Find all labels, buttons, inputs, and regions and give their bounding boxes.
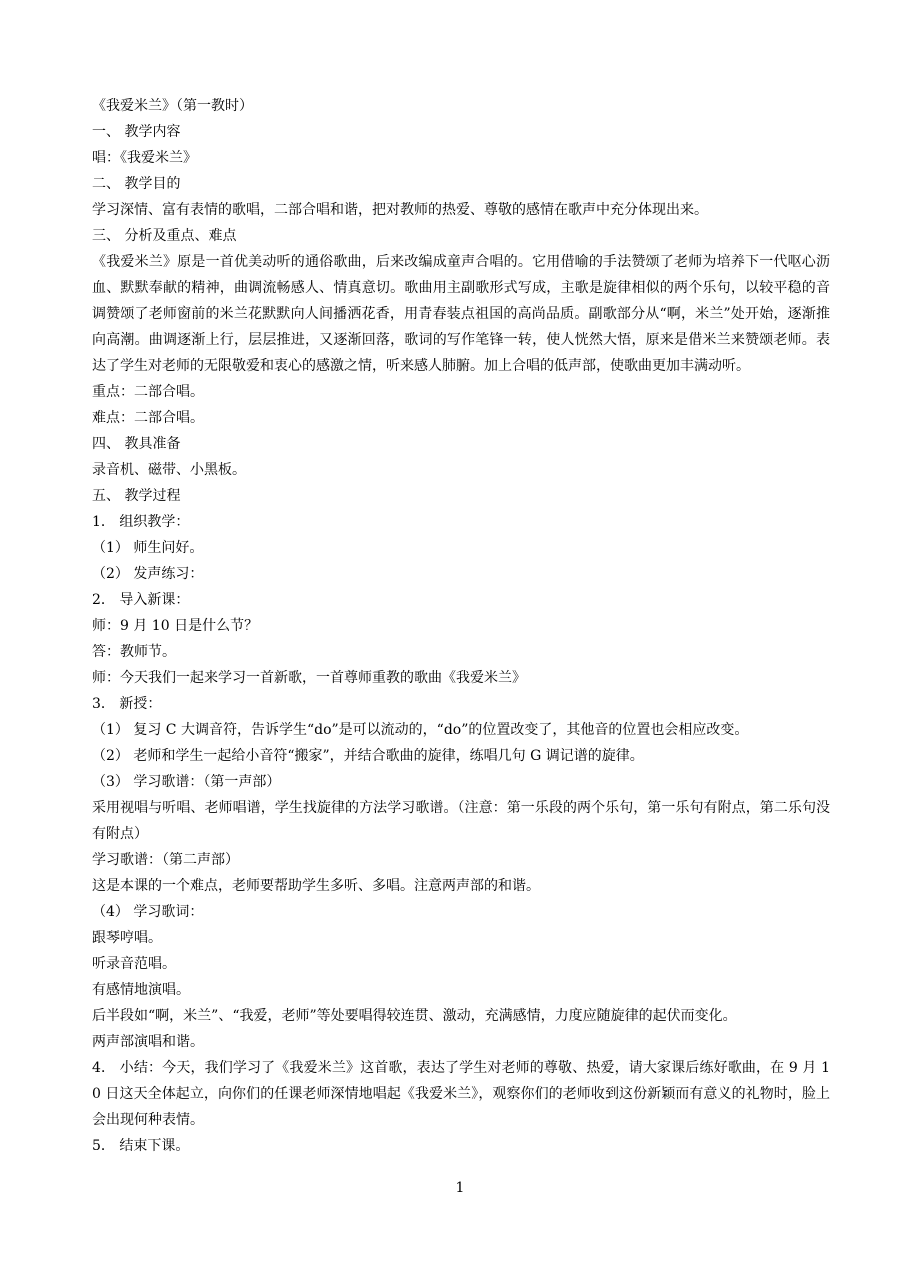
step-3-item-4-c: 有感情地演唱。 [92, 982, 190, 998]
key-point: 重点：二部合唱。 [92, 384, 204, 400]
step-2-question: 师：9 月 10 日是什么节？ [92, 618, 259, 634]
section-1-content: 唱：《我爱米兰》 [92, 150, 197, 166]
step-3-item-2: （2） 老师和学生一起给小音符“搬家”，并结合歌曲的旋律，练唱几句 G 调记谱的旋律。 [92, 748, 644, 764]
step-3-item-3-text: 采用视唱与听唱、老师唱谱，学生找旋律的方法学习歌谱。（注意：第一乐段的两个乐句，第一乐句有附点，第二乐句没有附点） [92, 800, 830, 842]
section-4-heading: 四、 教具准备 [92, 436, 181, 452]
step-2-answer: 答：教师节。 [92, 644, 176, 660]
document-body [92, 93, 830, 1159]
section-1-heading: 一、 教学内容 [92, 124, 181, 140]
step-3-item-1: （1） 复习 C 大调音符，告诉学生“do”是可以流动的，“do”的位置改变了，其他音的位置也会相应改变。 [92, 722, 749, 738]
step-3-item-4-e: 两声部演唱和谐。 [92, 1034, 204, 1050]
step-4-summary: 4． 小结：今天，我们学习了《我爱米兰》这首歌，表达了学生对老师的尊敬、热爱，请大家课后练好歌曲，在 9 月 10 日这天全体起立，向你们的任课老师深情地唱起《我爱米兰》，观察你们的老师收到这份新颖而有意义的礼物时，脸上会出现何种表情。 [92, 1060, 830, 1128]
step-3-item-3-b-text: 这是本课的一个难点，老师要帮助学生多听、多唱。注意两声部的和谐。 [92, 878, 540, 894]
step-1-item-a: （1） 师生问好。 [92, 540, 204, 556]
step-3-item-4-b: 听录音范唱。 [92, 956, 176, 972]
step-3-item-3: （3） 学习歌谱：（第一声部） [92, 774, 281, 790]
step-1-heading: 1． 组织教学： [92, 514, 190, 530]
step-1-item-b: （2） 发声练习： [92, 566, 204, 582]
document-title: 《我爱米兰》（第一教时） [92, 98, 253, 114]
section-2-content: 学习深情、富有表情的歌唱，二部合唱和谐，把对教师的热爱、尊敬的感情在歌声中充分体现出来。 [92, 202, 708, 218]
step-3-item-4-a: 跟琴哼唱。 [92, 930, 162, 946]
step-2-heading: 2． 导入新课： [92, 592, 190, 608]
step-3-item-4: （4） 学习歌词： [92, 904, 204, 920]
step-3-item-4-d: 后半段如“啊，米兰”、“我爱，老师”等处要唱得较连贯、激动，充满感情，力度应随旋律的起伏而变化。 [92, 1008, 737, 1024]
section-4-content: 录音机、磁带、小黑板。 [92, 462, 246, 478]
step-5-ending: 5． 结束下课。 [92, 1138, 190, 1154]
step-3-item-3-b: 学习歌谱：（第二声部） [92, 852, 239, 868]
section-3-analysis: 《我爱米兰》原是一首优美动听的通俗歌曲，后来改编成童声合唱的。它用借喻的手法赞颂了老师为培养下一代呕心沥血、默默奉献的精神，曲调流畅感人、情真意切。歌曲用主副歌形式写成，主歌是旋律相似的两个乐句，以较平稳的音调赞颂了老师窗前的米兰花默默向人间播洒花香，用青春装点祖国的高尚品质。副歌部分从“啊，米兰”处开始，逐渐推向高潮。曲调逐渐上行，层层推进，又逐渐回落，歌词的写作笔锋一转，使人恍然大悟，原来是借米兰来赞颂老师。表达了学生对老师的无限敬爱和衷心的感激之情，听来感人肺腑。加上合唱的低声部，使歌曲更加丰满动听。 [92, 254, 830, 374]
section-5-heading: 五、 教学过程 [92, 488, 181, 504]
difficulty: 难点：二部合唱。 [92, 410, 204, 426]
section-3-heading: 三、 分析及重点、难点 [92, 228, 237, 244]
step-2-teacher: 师：今天我们一起来学习一首新歌，一首尊师重教的歌曲《我爱米兰》 [92, 670, 526, 686]
section-2-heading: 二、 教学目的 [92, 176, 181, 192]
step-3-heading: 3． 新授： [92, 696, 162, 712]
page-number: 1 [455, 1180, 465, 1196]
